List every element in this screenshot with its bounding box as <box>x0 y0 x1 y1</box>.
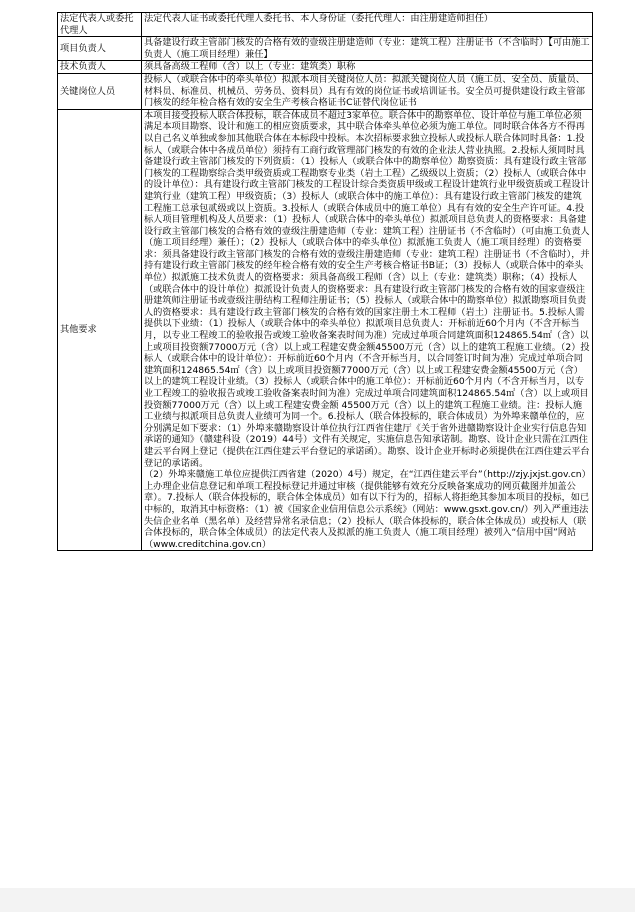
row-label: 法定代表人或委托代理人 <box>58 13 142 37</box>
table-row-legal-representative <box>58 13 593 37</box>
paragraph: （2）外埠来赣施工单位应提供江西省建（2020）4号）规定，在“江西住建云平台”（http://zjy.jxjst.gov.cn）上办理企业信息登记和单项工程投标登记并通过审核（提供能够有效充分反映备案成功的网页截图并加盖公章）。7.投标人（联合体投标的，联合体全体成员）如有以下行为的，招标人将拒绝其参加本项目的投标，如已中标的，取消其中标资格：（1）被《国家企业信用信息公示系统》（网站：www.gsxt.gov.cn/）列入严重违法失信企业名单（黑名单）及经营异常名录信息；（2）投标人（联合体投标的，联合体全体成员）或投标人（联合体投标的，联合体全体成员）的法定代表人及拟派的施工负责人（施工项目经理）被列入“信用中国”网站（www.creditchina.gov.cn） <box>144 469 590 550</box>
row-content: 投标人（或联合体中的牵头单位）拟派本项目关键岗位人员：拟派关键岗位人员（施工员、安全员、质量员、材料员、标准员、机械员、劳务员、资料员）具有有效的岗位证书或培训证书。安全员可提供建设行政主管部门核发的经年检合格有效的安全生产考核合格证书C证替代岗位证书 <box>142 73 593 109</box>
page-bottom-band <box>0 888 635 912</box>
row-label: 其他要求 <box>58 109 142 551</box>
table-row-other-requirements <box>58 109 593 551</box>
table-row-technical-leader <box>58 61 593 74</box>
table-row-project-leader <box>58 37 593 61</box>
row-content: 具备建设行政主管部门核发的合格有效的壹级注册建造师（专业：建筑工程）注册证书（不含临时）【可由施工负责人（施工项目经理）兼任】 <box>142 37 593 61</box>
row-label: 关键岗位人员 <box>58 73 142 109</box>
row-content: 须具备高级工程师（含）以上（专业：建筑类）职称 <box>142 61 593 74</box>
table-row-key-personnel <box>58 73 593 109</box>
requirements-table <box>57 12 593 551</box>
row-label: 技术负责人 <box>58 61 142 74</box>
row-label: 项目负责人 <box>58 37 142 61</box>
document-page <box>57 12 592 551</box>
row-content <box>142 109 593 551</box>
row-content: 法定代表人证书或委托代理人委托书、本人身份证（委托代理人：由注册建造师担任） <box>142 13 593 37</box>
paragraph: 本项目接受投标人联合体投标，联合体成员不超过3家单位。联合体中的勘察单位、设计单位与施工单位必须满足本项目勘察、设计和施工的相应资质要求，其中联合体牵头单位必须为施工单位。同时联合体各方不得再以自己名义单独或参加其他联合体在本标段中投标。本次招标要求独立投标人或投标人联合体同时具备：1.投标人（或联合体中各成员单位）须持有工商行政管理部门核发的有效的企业法人营业执照。2.投标人须同时具备建设行政主管部门核发的下列资质：（1）投标人（或联合体中的勘察单位）勘察资质：具有建设行政主管部门核发的工程勘察综合类甲级资质或工程勘察专业类（岩土工程）乙级级以上资质；（2）投标人（或联合体中的设计单位）：具有建设行政主管部门核发的工程设计综合类资质甲级或工程设计建筑行业甲级资质或工程设计建筑行业（建筑工程）甲级资质；（3）投标人（或联合体中的施工单位）：具有建设行政主管部门核发的建筑工程施工总承包贰级或以上资质。3.投标人（或联合体成员中的施工单位）具有有效的安全生产许可证。4.投标人项目管理机构及人员要求：（1）投标人（或联合体中的牵头单位）拟派项目总负责人的资格要求：具备建设行政主管部门核发的合格有效的壹级注册建造师（专业：建筑工程）注册证书（不含临时）（可由施工负责人（施工项目经理）兼任）；（2）投标人（或联合体中的牵头单位）拟派施工负责人（施工项目经理）的资格要求：须具备建设行政主管部门核发的合格有效的壹级注册建造师（专业：建筑工程）注册证书（不含临时），并持有建设行政主管部门核发的经年检合格有效的安全生产考核合格证书B证；（3）投标人（或联合体中的牵头单位）拟派施工技术负责人的资格要求：须具备高级工程师（含）以上（专业：建筑类）职称；（4）投标人（或联合体中的设计单位）拟派设计负责人的资格要求：具有建设行政主管部门核发的合格有效的国家壹级注册建筑师注册证书或壹级注册结构工程师注册证书；（5）投标人（或联合体中的勘察单位）拟派勘察项目负责人的资格要求：具有建设行政主管部门核发的合格有效的国家注册土木工程师（岩土）注册证书。5.投标人需提供以下业绩：（1）投标人（或联合体中的牵头单位）拟派项目总负责人：开标前近60个月内（不含开标当月，以专业工程竣工的验收报告或竣工验收备案表时间为准）完成过单项合同建筑面积124865.54㎡（含）以上或项目投资额77000万元（含）以上或工程建安费金额45500万元（含）以上的建筑工程施工业绩。（2）投标人（或联合体中的设计单位）：开标前近60个月内（不含开标当月，以合同签订时间为准）完成过单项合同建筑面积124865.54㎡（含）以上或项目投资额77000万元（含）以上或工程建安费金额45500万元（含）以上的建筑工程设计业绩。（3）投标人（或联合体中的施工单位）：开标前近60个月内（不含开标当月，以专业工程竣工的验收报告或竣工验收备案表时间为准）完成过单项合同建筑面积124865.54㎡（含）以上或项目投资额77000万元（含）以上或工程建安费金额 45500万元（含）以上的建筑工程施工业绩。注：投标人施工业绩与拟派项目总负责人业绩可为同一个。6.投标人（联合体投标的，联合体成员）为外埠来赣单位的，应分别满足如下要求：（1）外埠来赣勘察设计单位执行江西省住建厅《关于省外进赣勘察设计企业实行信息告知承诺的通知》（赣建科设（2019）44号）文件有关规定，实施信息告知承诺制。勘察、设计企业只需在江西住建云平台网上登记（提供在江西住建云平台登记的承诺函）。勘察、设计企业开标时必须提供在江西住建云平台登记的承诺函。 <box>144 109 590 469</box>
